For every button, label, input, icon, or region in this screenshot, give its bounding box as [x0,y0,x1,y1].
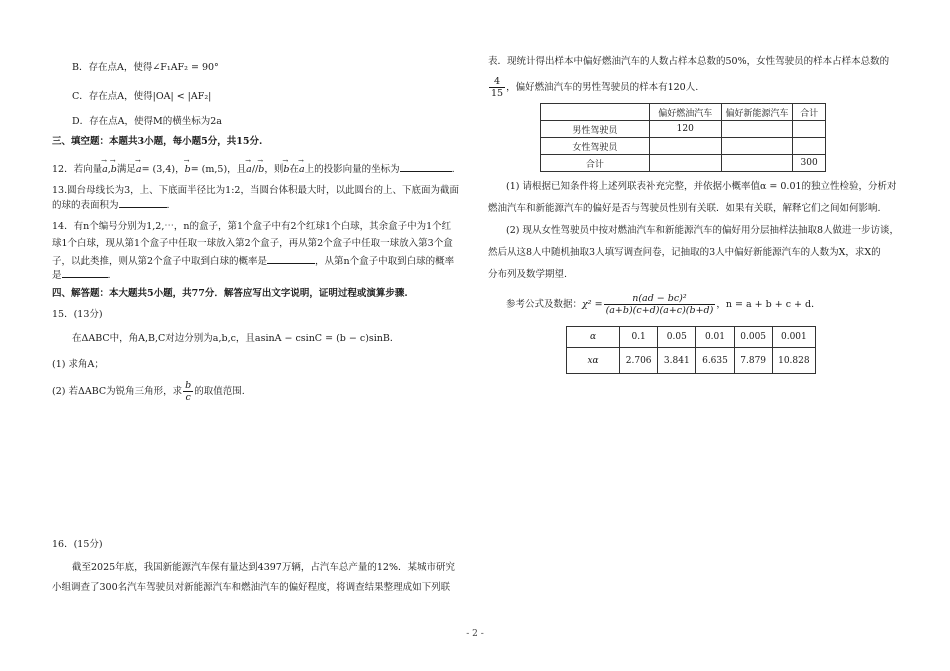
vector-b-4: → b [283,163,289,176]
table-cell: α [567,327,620,348]
q14-answer-blank-1[interactable] [267,253,315,264]
formula-denominator: (a+b)(c+d)(a+c)(b+d) [605,305,714,316]
q12-text-b: 满足 [116,164,136,175]
q12-text-a: 12．若向量 [52,164,103,175]
table-row [541,121,826,138]
table-row-x-alpha [567,348,816,374]
table-cell: 3.841 [658,348,696,374]
q12-answer-blank[interactable] [400,161,452,172]
table-cell: 0.01 [696,327,734,348]
fraction-4: 4 [489,76,505,88]
section-3-heading: 三、填空题：本题共3小题，每小题5分，共15分. [52,136,263,147]
question-14-line-1: 14．有n个编号分别为1,2,⋯，n的盒子，第1个盒子中有2个红球1个白球，其余盒子中为1个红 [52,221,452,232]
q14-text-e: 是 [52,270,62,281]
table-cell-empty[interactable] [649,155,721,172]
contingency-table [540,103,826,172]
table-cell-empty[interactable] [721,155,793,172]
table-cell: 男性驾驶员 [541,121,650,138]
question-16-line-1: 截至2025年底，我国新能源汽车保有量达到4397万辆，占汽车总产量的12%．某城市研究 [72,562,455,573]
critical-value-table [566,326,816,374]
formula-numerator: n(ad − bc)² [604,293,716,305]
table-row [541,138,826,155]
q14-answer-blank-2[interactable] [62,267,108,278]
table-cell: 合计 [793,104,826,121]
q16-continued-line-1: 表．现统计得出样本中偏好燃油汽车的人数占样本总数的50%，女性驾驶员的样本占样本总数的 [488,56,890,67]
table-cell: xα [567,348,620,374]
q12-text-f: 在 [289,164,299,175]
table-row-alpha [567,327,816,348]
q16-text-r2: ，偏好燃油汽车的男性驾驶员的样本有120人. [506,82,699,93]
table-cell: 0.001 [772,327,815,348]
option-c: C．存在点A，使得|OA| < |AF₂| [72,91,212,102]
table-cell: 0.1 [620,327,658,348]
table-cell: 120 [649,121,721,138]
table-cell-empty[interactable] [793,121,826,138]
table-cell: 0.05 [658,327,696,348]
page-number: - 2 - [466,629,484,639]
vector-b: → b [111,163,117,176]
question-13-line-2: 的球的表面积为 . [52,197,170,212]
table-cell: 7.879 [734,348,772,374]
fraction-denominator: c [185,392,191,403]
table-cell: 0.005 [734,327,772,348]
vector-b-2: → b [185,163,191,176]
q12-text-d: = (m,5)，且 [190,164,247,175]
table-cell: 300 [793,155,826,172]
q16-part-1-line-2: 燃油汽车和新能源汽车的偏好是否与驾驶员性别有关联．如果有关联，解释它们之间如何影响. [488,203,881,214]
q12-text-g: 上的投影向量的坐标为 [304,164,400,175]
formula-label: 参考公式及数据： [506,299,583,310]
fraction-numerator: b [185,380,192,391]
q14-text-d: ，从第n个盒子中取到白球的概率 [315,256,455,267]
table-row [541,155,826,172]
question-14-line-2: 球1个白球，现从第1个盒子中任取一球放入第2个盒子，再从第2个盒子中任取一球放入第3个盒 [52,238,453,249]
table-cell [541,104,650,121]
q12-text-e: ，则 [264,164,284,175]
q16-continued-line-2 [488,76,698,100]
table-cell: 女性驾驶员 [541,138,650,155]
question-15-part-2 [52,380,245,404]
vector-a-4: → a [299,163,305,176]
table-cell-empty[interactable] [721,138,793,155]
fraction-b-over-c [183,380,193,403]
table-cell: 2.706 [620,348,658,374]
question-15-part-1: (1) 求角A； [52,359,104,370]
q13-answer-blank[interactable] [119,197,167,208]
fraction-4-over-15 [489,76,505,99]
table-cell: 偏好新能源汽车 [721,104,793,121]
question-15-stem: 在ΔABC中，角A,B,C对边分别为a,b,c，且asinA − csinC = (b − c)sinB． [72,333,400,344]
question-12: 12．若向量→ a,→ b满足→ a= (3,4)，→ b= (m,5)，且→ a//→ b，则→ b在→ a上的投影向量的坐标为 . [52,161,455,176]
question-14-line-4: 是 . [52,267,111,282]
q13-text: 的球的表面积为 [52,200,119,211]
formula-chi-squared: χ² = [582,299,603,310]
formula-n-definition: ，n = a + b + c + d． [716,299,821,310]
q16-part-2-line-3: 分布列及数学期望. [488,269,568,280]
vector-b-3: → b [258,163,264,176]
formula-fraction [604,293,716,316]
q14-text-c: 子，以此类推，则从第2个盒子中取到白球的概率是 [52,256,268,267]
q15-part2-text-b: 的取值范围. [194,386,245,397]
vector-a-3: → a [246,163,252,176]
table-cell: 10.828 [772,348,815,374]
q12-text-c: = (3,4)， [141,164,185,175]
question-16-heading: 16．(15分) [52,539,103,550]
table-cell-empty[interactable] [793,138,826,155]
reference-formula [506,291,821,319]
question-13-line-1: 13.圆台母线长为3，上、下底面半径比为1:2，当圆台体积最大时，以此圆台的上、下底面为截面 [52,185,459,196]
question-16-line-2: 小组调查了300名汽车驾驶员对新能源汽车和燃油汽车的偏好程度，将调查结果整理成如下列联 [52,582,451,593]
vector-a: → a [102,163,108,176]
table-cell: 6.635 [696,348,734,374]
question-14-line-3 [52,253,454,268]
question-15-heading: 15．(13分) [52,309,103,320]
q16-part-1-line-1: (1) 请根据已知条件将上述列联表补充完整，并依据小概率值α = 0.01的独立性检验，分析对 [506,181,897,192]
option-b: B．存在点A，使得∠F₁AF₂ = 90° [72,62,219,73]
q15-part2-text-a: (2) 若ΔABC为锐角三角形，求 [52,386,183,397]
table-cell: 偏好燃油汽车 [649,104,721,121]
q16-part-2-line-2: 然后从这8人中随机抽取3人填写调查问卷，记抽取的3人中偏好新能源汽车的人数为X，求X的 [488,247,881,258]
q16-part-2-line-1: (2) 现从女性驾驶员中按对燃油汽车和新能源汽车的偏好用分层抽样法抽取8人做进一步访谈， [506,225,900,236]
table-row-header [541,104,826,121]
option-d: D．存在点A，使得M的横坐标为2a [72,116,222,127]
table-cell-empty[interactable] [649,138,721,155]
table-cell-empty[interactable] [721,121,793,138]
table-cell: 合计 [541,155,650,172]
vector-a-2: → a [136,163,142,176]
fraction-15: 15 [491,88,504,99]
section-4-heading: 四、解答题：本大题共5小题，共77分．解答应写出文字说明，证明过程或演算步骤. [52,288,408,299]
